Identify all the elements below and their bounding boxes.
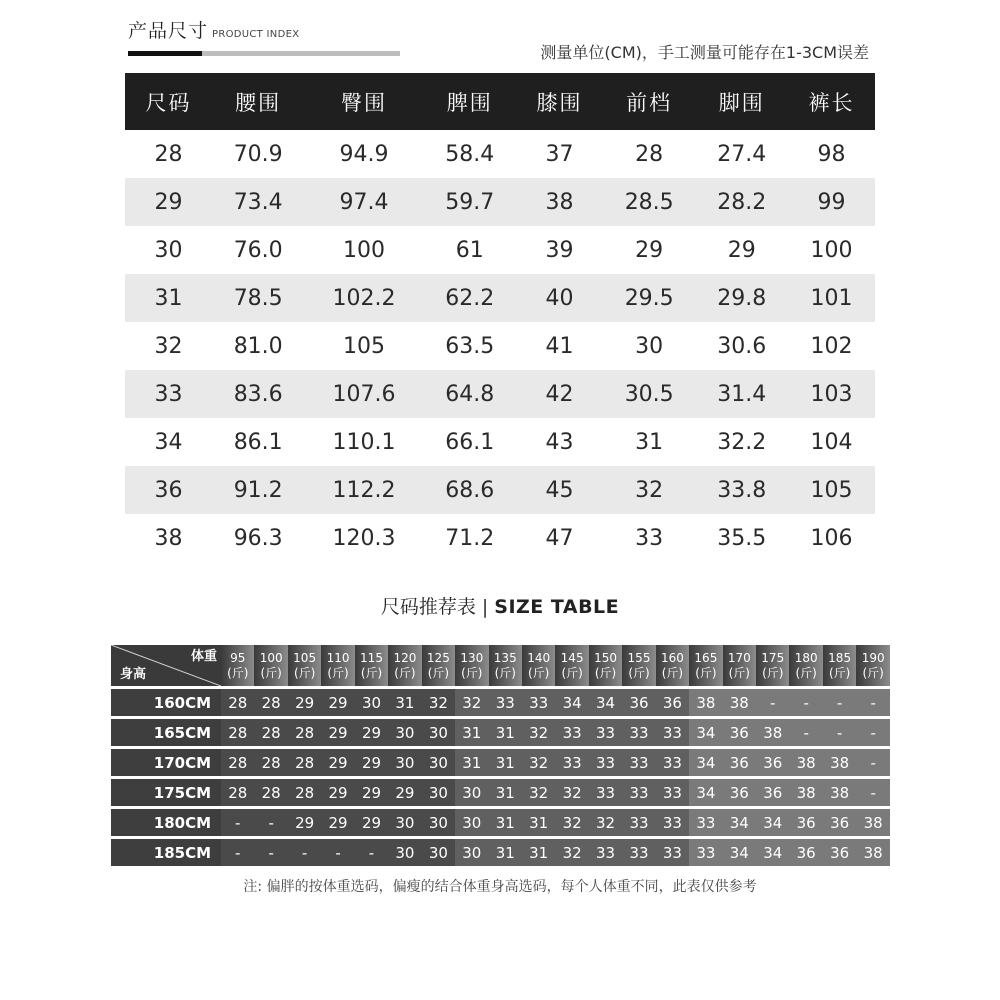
size-cell: 32.2 bbox=[717, 429, 767, 455]
weight-header bbox=[355, 645, 388, 686]
weight-header bbox=[823, 645, 856, 686]
size-cell: 102.2 bbox=[304, 274, 423, 322]
recommend-size-cell: 29 bbox=[288, 809, 321, 836]
recommend-size-cell: 28 bbox=[288, 719, 321, 746]
size-table-row bbox=[125, 418, 875, 466]
size-cell: 59.7 bbox=[423, 178, 516, 226]
recommend-size-cell: 28 bbox=[254, 719, 287, 746]
weight-value: 100 bbox=[259, 650, 283, 665]
size-cell: 66.1 bbox=[445, 429, 495, 455]
size-cell: 62.2 bbox=[423, 274, 516, 322]
recommend-size-cell: 31 bbox=[489, 809, 522, 836]
weight-header bbox=[723, 645, 756, 686]
recommend-size-cell: 32 bbox=[555, 809, 588, 836]
size-table-row bbox=[125, 322, 875, 370]
weight-unit: (斤) bbox=[728, 665, 750, 680]
weight-header bbox=[455, 645, 488, 686]
recommend-size-cell: 28 bbox=[254, 749, 287, 776]
recommend-size-cell: 38 bbox=[789, 749, 822, 776]
weight-value: 95 bbox=[230, 650, 246, 665]
weight-header bbox=[789, 645, 822, 686]
weight-unit: (斤) bbox=[762, 665, 784, 680]
recommend-size-cell: 30 bbox=[388, 749, 421, 776]
size-cell: 112.2 bbox=[304, 466, 423, 514]
size-column-header: 腰围 bbox=[212, 73, 305, 130]
recommend-size-cell: - bbox=[856, 749, 890, 776]
size-cell: 41 bbox=[545, 333, 574, 359]
size-recommend-table bbox=[111, 642, 890, 869]
recommend-size-cell: 30 bbox=[388, 839, 421, 866]
size-cell: 38 bbox=[516, 178, 603, 226]
size-cell: 71.2 bbox=[445, 525, 495, 551]
size-recommend-title-cn: 尺码推荐表 bbox=[380, 596, 476, 618]
recommend-size-cell: 31 bbox=[489, 749, 522, 776]
size-cell: 102 bbox=[810, 333, 853, 359]
recommend-size-cell: 33 bbox=[589, 839, 622, 866]
recommend-row bbox=[111, 839, 890, 866]
size-table-row bbox=[125, 226, 875, 274]
recommend-size-cell: 34 bbox=[689, 719, 722, 746]
recommend-size-cell: 34 bbox=[689, 779, 722, 806]
size-column-header: 尺码 bbox=[125, 73, 212, 130]
weight-unit: (斤) bbox=[461, 665, 483, 680]
recommend-size-cell: 31 bbox=[489, 779, 522, 806]
recommend-size-cell: 29 bbox=[288, 689, 321, 716]
size-table-header-row bbox=[125, 73, 875, 130]
weight-value: 125 bbox=[426, 650, 450, 665]
recommend-size-cell: 36 bbox=[823, 839, 856, 866]
recommend-size-cell: 36 bbox=[656, 689, 689, 716]
size-cell: 30 bbox=[635, 333, 664, 359]
recommend-size-cell: 36 bbox=[756, 779, 789, 806]
weight-value: 105 bbox=[293, 650, 317, 665]
weight-value: 135 bbox=[493, 650, 517, 665]
size-cell: 94.9 bbox=[339, 141, 389, 167]
recommend-size-cell: 31 bbox=[489, 839, 522, 866]
recommend-header-row bbox=[111, 645, 890, 686]
weight-value: 110 bbox=[326, 650, 350, 665]
recommend-size-cell: 31 bbox=[522, 839, 555, 866]
recommend-size-cell: 31 bbox=[522, 809, 555, 836]
size-cell: 100 bbox=[810, 237, 853, 263]
size-cell: 97.4 bbox=[304, 178, 423, 226]
recommend-size-cell: - bbox=[823, 719, 856, 746]
recommend-size-cell: 30 bbox=[422, 779, 455, 806]
recommend-size-cell: 33 bbox=[555, 749, 588, 776]
weight-value: 165 bbox=[694, 650, 718, 665]
size-cell: 73.4 bbox=[212, 178, 305, 226]
header-underline bbox=[128, 51, 400, 56]
weight-header bbox=[489, 645, 522, 686]
recommend-size-cell: 28 bbox=[221, 689, 254, 716]
weight-unit: (斤) bbox=[628, 665, 650, 680]
size-cell: 76.0 bbox=[233, 237, 283, 263]
size-cell: 101 bbox=[788, 274, 875, 322]
weight-unit: (斤) bbox=[394, 665, 416, 680]
size-cell: 110.1 bbox=[332, 429, 396, 455]
weight-value: 145 bbox=[560, 650, 584, 665]
weight-unit: (斤) bbox=[828, 665, 851, 680]
recommend-size-cell: 38 bbox=[689, 689, 722, 716]
recommend-size-cell: 29 bbox=[355, 779, 388, 806]
recommend-size-cell: 28 bbox=[221, 749, 254, 776]
weight-value: 115 bbox=[360, 650, 383, 665]
recommend-size-cell: 30 bbox=[455, 809, 488, 836]
size-table-row bbox=[125, 466, 875, 514]
size-cell: 63.5 bbox=[445, 333, 495, 359]
recommend-size-cell: 30 bbox=[388, 809, 421, 836]
weight-header bbox=[388, 645, 421, 686]
recommend-size-cell: 36 bbox=[756, 749, 789, 776]
height-label: 170CM bbox=[111, 749, 221, 776]
weight-unit: (斤) bbox=[227, 665, 249, 680]
title-separator: | bbox=[481, 596, 489, 618]
recommend-size-cell: 33 bbox=[656, 749, 689, 776]
weight-value: 130 bbox=[460, 650, 484, 665]
recommend-size-cell: 30 bbox=[422, 839, 455, 866]
size-cell: 39 bbox=[545, 237, 574, 263]
weight-value: 120 bbox=[393, 650, 417, 665]
corner-height-label: 身高 bbox=[120, 667, 147, 682]
size-cell: 31 bbox=[125, 274, 212, 322]
weight-value: 150 bbox=[594, 650, 618, 665]
recommend-size-cell: 30 bbox=[422, 809, 455, 836]
recommend-size-cell: 33 bbox=[656, 839, 689, 866]
weight-header bbox=[555, 645, 588, 686]
size-cell: 29 bbox=[635, 237, 664, 263]
header-underline-accent bbox=[128, 51, 202, 56]
recommend-size-cell: 33 bbox=[522, 689, 555, 716]
recommend-size-cell: 33 bbox=[589, 749, 622, 776]
size-cell: 68.6 bbox=[423, 466, 516, 514]
recommend-size-cell: 31 bbox=[455, 749, 488, 776]
size-cell: 45 bbox=[516, 466, 603, 514]
footnote: 注: 偏胖的按体重选码，偏瘦的结合体重身高选码，每个人体重不同，此表仅供参考 bbox=[243, 879, 757, 895]
weight-value: 185 bbox=[828, 650, 852, 665]
weight-header bbox=[288, 645, 321, 686]
size-cell: 30 bbox=[154, 237, 183, 263]
recommend-size-cell: 29 bbox=[321, 779, 354, 806]
recommend-size-cell: 32 bbox=[422, 689, 455, 716]
weight-unit: (斤) bbox=[494, 665, 516, 680]
recommend-size-cell: - bbox=[321, 839, 354, 866]
height-label: 185CM bbox=[111, 839, 221, 866]
weight-value: 155 bbox=[627, 650, 651, 665]
recommend-size-cell: 38 bbox=[856, 839, 890, 866]
recommend-size-cell: - bbox=[355, 839, 388, 866]
recommend-row bbox=[111, 809, 890, 836]
weight-header bbox=[321, 645, 354, 686]
recommend-size-cell: 32 bbox=[555, 839, 588, 866]
recommend-size-cell: 36 bbox=[723, 779, 756, 806]
size-cell: 28 bbox=[154, 141, 183, 167]
section-header bbox=[128, 16, 299, 43]
recommend-size-cell: 29 bbox=[321, 809, 354, 836]
recommend-size-cell: 38 bbox=[856, 809, 890, 836]
weight-unit: (斤) bbox=[795, 665, 817, 680]
size-cell: 120.3 bbox=[332, 525, 396, 551]
size-cell: 43 bbox=[545, 429, 574, 455]
recommend-size-cell: 30 bbox=[455, 839, 488, 866]
recommend-size-cell: 36 bbox=[622, 689, 655, 716]
recommend-size-cell: 33 bbox=[555, 719, 588, 746]
size-cell: 33.8 bbox=[695, 466, 788, 514]
recommend-size-cell: 34 bbox=[589, 689, 622, 716]
size-cell: 104 bbox=[810, 429, 853, 455]
recommend-size-cell: - bbox=[856, 719, 890, 746]
size-cell: 33 bbox=[635, 525, 664, 551]
height-label: 175CM bbox=[111, 779, 221, 806]
size-column-header: 臀围 bbox=[304, 73, 423, 130]
recommend-row bbox=[111, 749, 890, 776]
size-cell: 37 bbox=[545, 141, 574, 167]
section-title: 产品尺寸 bbox=[128, 20, 209, 42]
recommend-size-cell: 30 bbox=[355, 689, 388, 716]
weight-unit: (斤) bbox=[695, 665, 717, 680]
size-cell: 27.4 bbox=[717, 141, 767, 167]
size-cell: 38 bbox=[154, 525, 183, 551]
recommend-size-cell: 38 bbox=[723, 689, 756, 716]
size-cell: 91.2 bbox=[212, 466, 305, 514]
recommend-size-cell: 33 bbox=[689, 809, 722, 836]
size-cell: 58.4 bbox=[445, 141, 495, 167]
weight-value: 180 bbox=[794, 650, 818, 665]
recommend-size-cell: 32 bbox=[455, 689, 488, 716]
recommend-size-cell: 34 bbox=[723, 839, 756, 866]
recommend-size-cell: 28 bbox=[221, 719, 254, 746]
size-cell: 47 bbox=[545, 525, 574, 551]
recommend-size-cell: 34 bbox=[689, 749, 722, 776]
recommend-size-cell: 34 bbox=[756, 839, 789, 866]
size-cell: 30.6 bbox=[717, 333, 767, 359]
recommend-size-cell: - bbox=[288, 839, 321, 866]
size-cell: 32 bbox=[154, 333, 183, 359]
recommend-size-cell: 38 bbox=[823, 749, 856, 776]
recommend-size-cell: - bbox=[756, 689, 789, 716]
corner-cell bbox=[111, 645, 221, 686]
recommend-size-cell: 38 bbox=[823, 779, 856, 806]
recommend-row bbox=[111, 689, 890, 716]
recommend-size-cell: 29 bbox=[355, 809, 388, 836]
size-cell: 31 bbox=[635, 429, 664, 455]
recommend-size-cell: 28 bbox=[288, 779, 321, 806]
recommend-size-cell: - bbox=[789, 719, 822, 746]
size-cell: 105 bbox=[788, 466, 875, 514]
size-recommend-title bbox=[0, 592, 1000, 619]
recommend-size-cell: 38 bbox=[756, 719, 789, 746]
size-column-header: 膝围 bbox=[516, 73, 603, 130]
weight-unit: (斤) bbox=[327, 665, 349, 680]
size-cell: 99 bbox=[788, 178, 875, 226]
product-size-table bbox=[125, 73, 875, 562]
recommend-size-cell: 29 bbox=[355, 749, 388, 776]
recommend-size-cell: 29 bbox=[321, 689, 354, 716]
size-recommend-title-en: SIZE TABLE bbox=[494, 596, 620, 618]
recommend-size-cell: 33 bbox=[656, 809, 689, 836]
size-cell: 29.8 bbox=[695, 274, 788, 322]
size-cell: 32 bbox=[603, 466, 696, 514]
size-column-header: 脾围 bbox=[423, 73, 516, 130]
size-cell: 40 bbox=[516, 274, 603, 322]
size-cell: 28 bbox=[635, 141, 664, 167]
weight-header bbox=[756, 645, 789, 686]
size-cell: 29.5 bbox=[603, 274, 696, 322]
height-label: 160CM bbox=[111, 689, 221, 716]
size-cell: 64.8 bbox=[423, 370, 516, 418]
size-column-header: 脚围 bbox=[695, 73, 788, 130]
height-label: 180CM bbox=[111, 809, 221, 836]
size-cell: 98 bbox=[817, 141, 846, 167]
recommend-size-cell: 32 bbox=[555, 779, 588, 806]
recommend-size-cell: - bbox=[856, 689, 890, 716]
recommend-size-cell: 29 bbox=[321, 749, 354, 776]
recommend-size-cell: - bbox=[856, 779, 890, 806]
recommend-size-cell: 30 bbox=[422, 749, 455, 776]
size-cell: 86.1 bbox=[233, 429, 283, 455]
recommend-size-cell: 33 bbox=[622, 779, 655, 806]
size-cell: 103 bbox=[788, 370, 875, 418]
recommend-size-cell: 38 bbox=[789, 779, 822, 806]
size-cell: 29 bbox=[727, 237, 756, 263]
recommend-size-cell: 28 bbox=[288, 749, 321, 776]
recommend-size-cell: 33 bbox=[589, 779, 622, 806]
weight-header bbox=[589, 645, 622, 686]
size-column-header: 裤长 bbox=[788, 73, 875, 130]
weight-header bbox=[856, 645, 890, 686]
size-cell: 30.5 bbox=[603, 370, 696, 418]
recommend-size-cell: 32 bbox=[522, 749, 555, 776]
recommend-size-cell: 31 bbox=[489, 719, 522, 746]
weight-value: 140 bbox=[527, 650, 551, 665]
recommend-size-cell: 33 bbox=[656, 719, 689, 746]
recommend-size-cell: 30 bbox=[455, 779, 488, 806]
recommend-size-cell: 33 bbox=[489, 689, 522, 716]
size-cell: 105 bbox=[342, 333, 385, 359]
weight-header bbox=[522, 645, 555, 686]
size-table-row bbox=[125, 178, 875, 226]
size-cell: 96.3 bbox=[233, 525, 283, 551]
size-cell: 35.5 bbox=[717, 525, 767, 551]
weight-header bbox=[622, 645, 655, 686]
weight-header bbox=[221, 645, 254, 686]
recommend-size-cell: 28 bbox=[254, 689, 287, 716]
recommend-size-cell: 29 bbox=[321, 719, 354, 746]
recommend-size-cell: 33 bbox=[622, 749, 655, 776]
recommend-size-cell: 36 bbox=[723, 749, 756, 776]
height-label: 165CM bbox=[111, 719, 221, 746]
section-subtitle: PRODUCT INDEX bbox=[212, 29, 300, 40]
recommend-size-cell: 36 bbox=[789, 839, 822, 866]
recommend-size-cell: 34 bbox=[756, 809, 789, 836]
size-column-header: 前档 bbox=[603, 73, 696, 130]
weight-unit: (斤) bbox=[661, 665, 684, 680]
unit-note: 测量单位(CM)，手工测量可能存在1-3CM误差 bbox=[540, 43, 869, 62]
recommend-size-cell: 30 bbox=[422, 719, 455, 746]
recommend-size-cell: 36 bbox=[723, 719, 756, 746]
size-table-row bbox=[125, 514, 875, 562]
recommend-size-cell: 31 bbox=[455, 719, 488, 746]
recommend-size-cell: 33 bbox=[689, 839, 722, 866]
recommend-size-cell: 32 bbox=[522, 719, 555, 746]
weight-value: 190 bbox=[861, 650, 885, 665]
size-cell: 106 bbox=[810, 525, 853, 551]
recommend-size-cell: 34 bbox=[723, 809, 756, 836]
weight-header bbox=[656, 645, 689, 686]
size-cell: 28.2 bbox=[695, 178, 788, 226]
weight-unit: (斤) bbox=[528, 665, 550, 680]
weight-unit: (斤) bbox=[427, 665, 450, 680]
recommend-size-cell: 29 bbox=[355, 719, 388, 746]
recommend-size-cell: 33 bbox=[622, 839, 655, 866]
recommend-size-cell: 31 bbox=[388, 689, 421, 716]
size-cell: 81.0 bbox=[233, 333, 283, 359]
recommend-size-cell: 36 bbox=[823, 809, 856, 836]
recommend-size-cell: 28 bbox=[254, 779, 287, 806]
recommend-size-cell: 36 bbox=[789, 809, 822, 836]
recommend-row bbox=[111, 779, 890, 806]
recommend-size-cell: 30 bbox=[388, 719, 421, 746]
recommend-size-cell: - bbox=[254, 839, 287, 866]
size-cell: 83.6 bbox=[212, 370, 305, 418]
recommend-row bbox=[111, 719, 890, 746]
size-cell: 28.5 bbox=[603, 178, 696, 226]
recommend-size-cell: - bbox=[254, 809, 287, 836]
weight-unit: (斤) bbox=[862, 665, 884, 680]
recommend-size-cell: 32 bbox=[589, 809, 622, 836]
recommend-size-cell: - bbox=[823, 689, 856, 716]
size-cell: 42 bbox=[516, 370, 603, 418]
recommend-size-cell: 34 bbox=[555, 689, 588, 716]
size-cell: 61 bbox=[455, 237, 484, 263]
size-cell: 107.6 bbox=[304, 370, 423, 418]
size-cell: 31.4 bbox=[695, 370, 788, 418]
weight-unit: (斤) bbox=[293, 665, 316, 680]
recommend-size-cell: 33 bbox=[589, 719, 622, 746]
recommend-size-cell: 33 bbox=[656, 779, 689, 806]
size-cell: 78.5 bbox=[212, 274, 305, 322]
weight-unit: (斤) bbox=[260, 665, 282, 680]
size-cell: 34 bbox=[154, 429, 183, 455]
weight-unit: (斤) bbox=[360, 665, 383, 680]
size-cell: 36 bbox=[125, 466, 212, 514]
size-table-row bbox=[125, 130, 875, 178]
recommend-size-cell: 33 bbox=[622, 809, 655, 836]
recommend-size-cell: 33 bbox=[622, 719, 655, 746]
weight-unit: (斤) bbox=[594, 665, 617, 680]
recommend-size-cell: - bbox=[221, 809, 254, 836]
size-table-row bbox=[125, 370, 875, 418]
weight-unit: (斤) bbox=[561, 665, 583, 680]
size-cell: 100 bbox=[342, 237, 385, 263]
weight-header bbox=[689, 645, 722, 686]
size-cell: 33 bbox=[125, 370, 212, 418]
weight-value: 175 bbox=[761, 650, 785, 665]
weight-value: 160 bbox=[660, 650, 684, 665]
recommend-size-cell: 29 bbox=[388, 779, 421, 806]
recommend-size-cell: 28 bbox=[221, 779, 254, 806]
weight-value: 170 bbox=[727, 650, 751, 665]
size-cell: 70.9 bbox=[233, 141, 283, 167]
recommend-size-cell: 32 bbox=[522, 779, 555, 806]
recommend-size-cell: - bbox=[789, 689, 822, 716]
size-table-row bbox=[125, 274, 875, 322]
corner-weight-label: 体重 bbox=[191, 649, 218, 664]
recommend-size-cell: - bbox=[221, 839, 254, 866]
weight-header bbox=[422, 645, 455, 686]
weight-header bbox=[254, 645, 287, 686]
size-cell: 29 bbox=[125, 178, 212, 226]
